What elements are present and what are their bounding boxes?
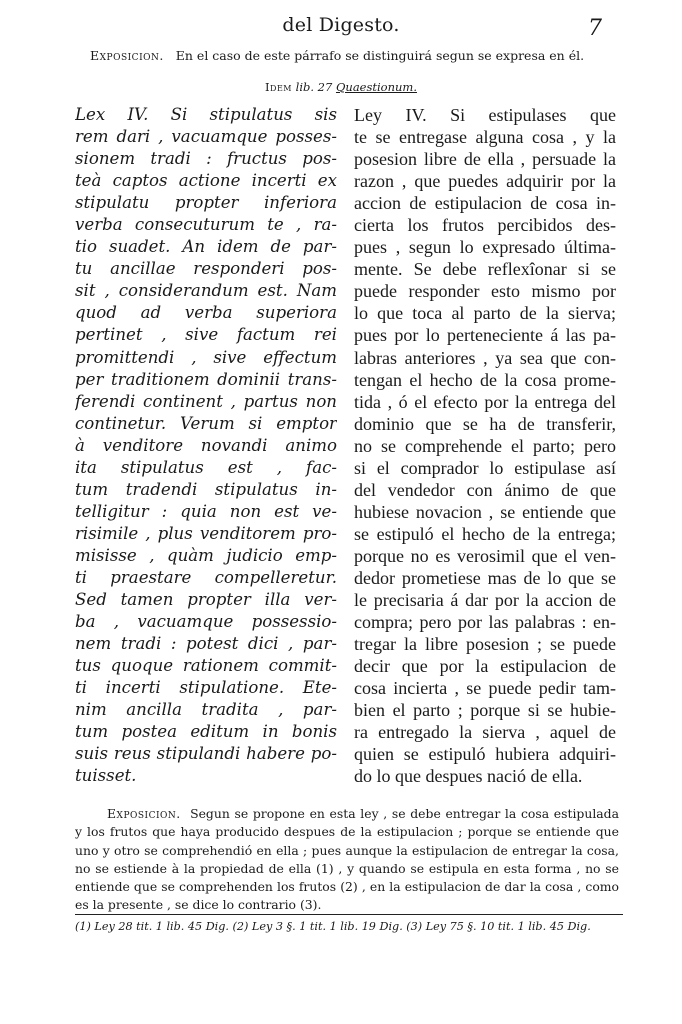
latin-text-line: ferendi continent , partus non [75,391,337,411]
latin-text-line: teà captos actione incerti ex [75,171,337,191]
spanish-text-line: Ley IV. Si estipulases que [354,105,616,125]
latin-text-line: telligitur : quia non est ve- [75,501,337,521]
latin-text-line: nim ancilla tradita , par- [75,700,337,720]
latin-text-line: à venditore novandi animo [75,435,337,455]
exposicion-line: y los frutos que haya producido despues de la estipulacion ; porque se entiende que [75,824,619,840]
exposicion-bottom [75,805,619,915]
latin-text-line: misisse , quàm judicio emp- [75,545,337,565]
spanish-text-line: le precisaria á dar por la accion de [354,590,616,611]
spanish-text-line: quien se estipuló hubiera adquiri- [354,744,616,765]
latin-text-line: promittendi , sive effectum [75,347,337,367]
spanish-text-line: labras anteriores , ya sea que con- [354,347,616,368]
spanish-text-line: si el comprador lo estipulase así [354,457,616,478]
source-work: Quaestionum. [335,80,417,94]
exposicion-bottom-text: Segun se propone en esta ley , se debe entregar la cosa estipulada [190,806,619,821]
latin-text-line: tum postea editum in bonis [75,722,337,742]
latin-column [75,104,337,787]
latin-text-line: tum tradendi stipulatus in- [75,479,337,499]
latin-text-line: sit , considerandum est. Nam [75,281,337,301]
spanish-text-line: lo que toca al parto de la sierva; [354,303,616,324]
spanish-text-line: tengan el hecho de la cosa prome- [354,369,616,390]
latin-text-line: Sed tamen propter illa ver- [75,590,337,610]
spanish-text-line: dominio que se ha de transferir, [354,413,616,434]
latin-text-line: tuisset. [75,766,137,786]
latin-text-line: ita stipulatus est , fac- [75,457,337,477]
spanish-text-line: no se comprehende el parto; pero [354,435,616,456]
spanish-text-line: compra; pero por las palabras : en- [354,612,616,633]
exposicion-line: uno y otro se comprehendió en ella ; pues aunque la estipulacion de entregar la cosa, [75,842,619,858]
latin-text-line: ti praestare compelleretur. [75,567,337,587]
latin-text-line: suis reus stipulandi habere po- [75,744,337,764]
spanish-text-line: tregar la libre posesion ; se puede [354,634,616,655]
latin-text-line: ba , vacuamque possessio- [75,612,337,632]
exposicion-line: no se estiende à la propiedad de ella (1) , y quando se estipula en esta forma , no se [75,860,619,876]
exposicion-line: entiende que se comprehenden los frutos (2) , en la estipulacion de dar la cosa , como [75,879,619,895]
spanish-text-line: pues por lo perteneciente á las pa- [354,325,616,346]
latin-text-line: risimile , plus venditorem pro- [75,523,337,543]
spanish-text-line: bien el parto ; porque si se hubie- [354,700,616,721]
latin-text-line: rem dari , vacuamque posses- [75,127,337,147]
exposicion-line: es la presente , se dice lo contrario (3). [75,897,322,913]
spanish-text-line: te se entregase alguna cosa , y la [354,127,616,148]
spanish-text-line: del vendedor con ánimo de que [354,479,616,500]
spanish-text-line: ra entregado la sierva , aquel de [354,722,616,743]
spanish-text-line: accion de estipulacion de cosa in- [354,193,616,214]
spanish-text-line: se estipuló el hecho de la entrega; [354,523,616,544]
exposicion-top-text: En el caso de este párrafo se distinguirá segun se expresa en él. [175,48,585,63]
exposicion-top-label: Exposicion. [90,48,164,63]
spanish-text-line: puede responder esto mismo por [354,281,616,302]
exposicion-top [90,48,584,63]
latin-text-line: per traditionem dominii trans- [75,369,337,389]
running-head: del Digesto. [282,14,400,36]
latin-text-line: Lex IV. Si stipulatus sis [75,105,337,124]
latin-text-line: pertinet , sive factum rei [75,325,337,345]
spanish-text-line: posesion libre de ella , persuade la [354,149,616,170]
spanish-text-line: tida , ó el efecto por la entrega del [354,391,616,412]
spanish-text-line: cosa incierta , se puede pedir tam- [354,678,616,699]
spanish-text-line: do lo que despues nació de ella. [354,766,583,787]
footnotes: (1) Ley 28 tit. 1 lib. 45 Dig. (2) Ley 3 §. 1 tit. 1 lib. 19 Dig. (3) Ley 75 §. 10 tit. 1 lib. 45 Dig. [75,920,591,933]
latin-text-line: nem tradi : potest dici , par- [75,634,337,654]
latin-text-line: tio suadet. An idem de par- [75,237,337,257]
spanish-text-line: cierta los frutos percibidos des- [354,215,616,236]
latin-text-line: sionem tradi : fructus pos- [75,149,337,169]
latin-text-line: tu ancillae responderi pos- [75,259,337,279]
latin-text-line: tus quoque rationem commit- [75,656,337,676]
spanish-text-line: razon , que puedes adquirir por la [354,171,616,192]
source-ref: lib. 27 [295,80,333,94]
spanish-text-line: porque no es verosimil que el ven- [354,545,616,566]
source-citation [0,80,682,94]
page-number: 7 [588,16,602,41]
latin-text-line: continetur. Verum si emptor [75,413,337,433]
spanish-column [354,104,616,787]
exposicion-bottom-label: Exposicion. [107,806,181,821]
source-author: Idem [265,80,292,94]
latin-text-line: ti incerti stipulatione. Ete- [75,678,337,698]
spanish-text-line: decir que por la estipulacion de [354,656,616,677]
latin-text-line: stipulatu propter inferiora [75,193,337,213]
latin-text-line: quod ad verba superiora [75,303,337,323]
spanish-text-line: hubiese novacion , se entiende que [354,501,616,522]
spanish-text-line: pues , segun lo expresado última- [354,237,616,258]
spanish-text-line: mente. Se debe reflexîonar si se [354,259,616,280]
latin-text-line: verba consecuturum te , ra- [75,215,337,235]
footnote-divider [75,914,623,915]
exposicion-line [75,805,619,823]
spanish-text-line: dedor prometiese mas de lo que se [354,567,616,588]
